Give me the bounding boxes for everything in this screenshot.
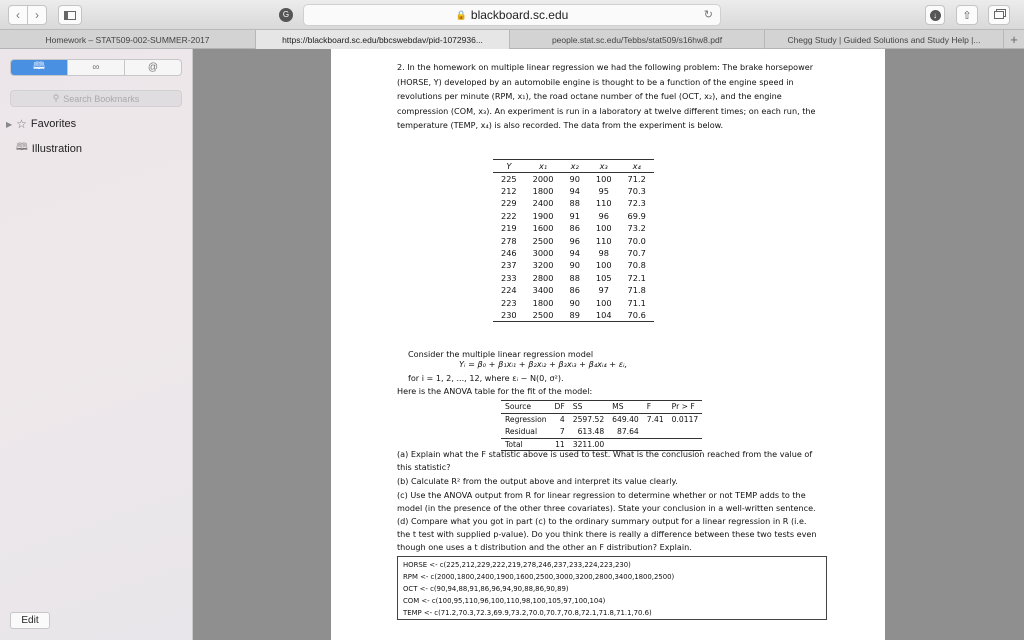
sidebar-item-label: Illustration <box>31 142 82 155</box>
anova-header-cell: Pr > F <box>668 401 703 414</box>
disclosure-triangle-icon[interactable]: ▶ <box>6 119 13 129</box>
table-cell: 96 <box>598 210 609 221</box>
table-cell: 225 <box>501 173 517 184</box>
table-cell: 70.7 <box>627 248 646 259</box>
tab-blackboard[interactable]: https://blackboard.sc.edu/bbcswebdav/pid-1072936... <box>256 30 510 49</box>
tabs-icon <box>994 11 1004 19</box>
problem-intro: 2. In the homework on multiple linear regression we had the following problem: The brake horsepower (HORSE, Y) developed by an automobile engine is thought to be a function of the engine speed in revolutions per minute (RPM, x₁), the road octane number of the fuel (OCT, x₂), and the engine compression (COM, x₃). An experiment is run in a laboratory at twelve different times; on each run, the temperature (TEMP, x₄) is also recorded. The data from the experiment is below. <box>397 62 816 130</box>
search-placeholder: Search Bookmarks <box>63 93 140 104</box>
anova-cell: 87.64 <box>617 427 639 436</box>
table-header-row <box>493 160 654 173</box>
question-c: (c) Use the ANOVA output from R for linear regression to determine whether or not TEMP adds to the model (in the presence of the other three covariates). State your conclusion in a well-written sentence. <box>397 490 816 513</box>
table-cell: 70.3 <box>627 186 646 197</box>
table-row <box>493 284 654 296</box>
table-cell: 219 <box>501 223 517 234</box>
table-cell: 100 <box>595 173 612 184</box>
table-cell: 2500 <box>525 309 562 321</box>
table-cell: 233 <box>501 272 517 283</box>
search-icon: ⚲ <box>52 93 60 103</box>
table-cell: 212 <box>501 186 517 197</box>
table-row <box>493 210 654 222</box>
anova-cell: Regression <box>505 415 547 424</box>
anova-cell: 3211.00 <box>569 438 608 451</box>
table-header-cell: x₄ <box>620 160 654 173</box>
anova-cell: 7.41 <box>646 415 664 424</box>
table-header-cell: x₂ <box>561 160 587 173</box>
anova-table <box>501 400 702 451</box>
table-row <box>493 309 654 321</box>
tab-s16hw8-pdf[interactable]: people.stat.sc.edu/Tebbs/stat509/s16hw8.pdf <box>510 30 765 49</box>
table-cell: 72.1 <box>627 272 646 283</box>
table-cell: 1800 <box>532 297 554 308</box>
table-cell: 100 <box>595 260 612 271</box>
reading-list-tab[interactable] <box>68 60 125 75</box>
lock-icon: 🔒 <box>455 9 467 20</box>
table-row <box>493 197 654 209</box>
table-cell: 1800 <box>532 186 554 197</box>
table-cell: 237 <box>501 260 517 271</box>
table-row <box>493 296 654 308</box>
address-bar[interactable] <box>303 4 721 26</box>
table-cell: 86 <box>569 223 580 234</box>
sidebar-toggle-button[interactable] <box>58 5 82 25</box>
table-cell: 3400 <box>532 285 554 296</box>
code-line: OCT <- c(90,94,88,91,86,96,94,90,88,86,90,89) <box>403 585 569 593</box>
code-line: COM <- c(100,95,110,96,100,110,98,100,105,97,100,104) <box>403 597 606 605</box>
table-cell: 110 <box>595 198 612 209</box>
table-cell: 97 <box>598 285 609 296</box>
table-cell: 105 <box>595 272 612 283</box>
table-cell: 104 <box>588 309 620 321</box>
table-cell: 70.6 <box>620 309 654 321</box>
table-cell: 89 <box>561 309 587 321</box>
back-button[interactable]: ‹ <box>8 5 28 25</box>
book-icon: 🕮 <box>16 142 28 153</box>
table-cell: 110 <box>595 235 612 246</box>
table-cell: 73.2 <box>627 223 646 234</box>
anova-cell: 613.48 <box>577 427 605 436</box>
table-cell: 94 <box>569 186 580 197</box>
table-cell: 100 <box>595 297 612 308</box>
anova-header-cell: MS <box>608 401 643 414</box>
code-line: RPM <- c(2000,1800,2400,1900,1600,2500,3000,3200,2800,3400,1800,2500) <box>403 573 675 581</box>
table-header-cell: x₃ <box>588 160 620 173</box>
download-icon: ↓ <box>930 10 941 21</box>
for-line: for i = 1, 2, ..., 12, where εᵢ ~ N(0, σ²). <box>408 373 564 383</box>
sidebar-segmented-control <box>10 59 182 76</box>
anova-cell: 7 <box>559 427 565 436</box>
ghostery-icon: G <box>279 8 293 22</box>
table-cell: 91 <box>569 210 580 221</box>
search-bookmarks-field[interactable] <box>10 90 182 107</box>
table-row <box>493 259 654 271</box>
table-cell: 1900 <box>532 210 554 221</box>
bookmarks-tab[interactable] <box>11 60 68 75</box>
table-cell: 100 <box>595 223 612 234</box>
code-line: HORSE <- c(225,212,229,222,219,278,246,237,233,224,223,230) <box>403 561 631 569</box>
table-cell: 1600 <box>532 223 554 234</box>
anova-cell: 649.40 <box>612 415 639 424</box>
table-cell: 2800 <box>532 272 554 283</box>
table-cell: 71.1 <box>627 297 646 308</box>
download-button[interactable] <box>925 5 945 25</box>
tab-bar <box>0 30 1024 49</box>
table-cell: 223 <box>501 297 517 308</box>
forward-button[interactable]: › <box>27 5 47 25</box>
table-cell: 94 <box>569 248 580 259</box>
anova-cell <box>668 426 703 439</box>
code-line: TEMP <- c(71.2,70.3,72.3,69.9,73.2,70.0,70.7,70.8,72.1,71.8,71.1,70.6) <box>403 609 652 617</box>
at-icon: @ <box>147 62 159 73</box>
table-row <box>493 173 654 185</box>
table-cell: 246 <box>501 248 517 259</box>
anova-row <box>501 413 702 426</box>
table-cell: 95 <box>598 186 609 197</box>
table-header-cell: Y <box>493 160 525 173</box>
tab-homework[interactable]: Homework – STAT509-002-SUMMER-2017 <box>0 30 256 49</box>
table-cell: 90 <box>569 260 580 271</box>
question-b: (b) Calculate R² from the output above and interpret its value clearly. <box>397 476 678 486</box>
anova-cell: 0.0117 <box>671 415 699 424</box>
consider-text: Consider the multiple linear regression model <box>408 349 594 359</box>
table-cell: 88 <box>569 272 580 283</box>
anova-header-cell: F <box>643 401 668 414</box>
tabs-overview-button[interactable] <box>988 5 1010 25</box>
pdf-page <box>331 49 885 640</box>
table-cell: 90 <box>569 173 580 184</box>
question-a: (a) Explain what the F statistic above is used to test. What is the conclusion reached from the value of this statistic? <box>397 449 813 472</box>
table-cell: 278 <box>501 235 517 246</box>
edit-button[interactable]: Edit <box>10 612 50 629</box>
ghostery-extension-button[interactable] <box>276 5 296 25</box>
table-cell: 86 <box>569 285 580 296</box>
anova-row <box>501 426 702 439</box>
table-cell: 3200 <box>532 260 554 271</box>
table-cell: 69.9 <box>627 210 646 221</box>
browser-toolbar <box>0 0 1024 30</box>
table-cell: 224 <box>501 285 517 296</box>
table-cell: 71.8 <box>627 285 646 296</box>
reload-icon[interactable]: ↻ <box>703 9 713 21</box>
anova-intro: Here is the ANOVA table for the fit of the model: <box>397 386 593 396</box>
book-icon: 🕮 <box>33 61 45 72</box>
sidebar-item-illustration[interactable] <box>16 140 82 157</box>
table-cell: 70.0 <box>627 235 646 246</box>
r-code-box <box>397 556 827 620</box>
shared-links-tab[interactable] <box>125 60 181 75</box>
table-cell: 230 <box>493 309 525 321</box>
anova-cell: Total <box>501 438 551 451</box>
sidebar-item-label: Favorites <box>30 118 77 130</box>
table-cell: 229 <box>501 198 517 209</box>
table-cell: 98 <box>598 248 609 259</box>
table-row <box>493 272 654 284</box>
model-formula: Yᵢ = β₀ + β₁xᵢ₁ + β₂xᵢ₂ + β₃xᵢ₃ + β₄xᵢ₄ + εᵢ, <box>459 359 628 369</box>
anova-cell: 4 <box>559 415 565 424</box>
new-tab-button[interactable]: + <box>1010 32 1018 47</box>
share-button[interactable] <box>956 5 978 25</box>
table-row <box>493 185 654 197</box>
table-header-cell: x₁ <box>525 160 562 173</box>
anova-header-cell: Source <box>501 401 551 414</box>
table-cell: 3000 <box>532 248 554 259</box>
table-row <box>493 222 654 234</box>
table-cell: 2400 <box>532 198 554 209</box>
tab-chegg[interactable]: Chegg Study | Guided Solutions and Study Help |... <box>765 30 1004 49</box>
anova-cell: 2597.52 <box>572 415 605 424</box>
sidebar-item-favorites[interactable] <box>6 117 76 131</box>
table-row <box>493 247 654 259</box>
table-cell: 70.8 <box>627 260 646 271</box>
bookmarks-sidebar <box>0 49 193 640</box>
data-table <box>493 159 654 322</box>
glasses-icon: ∞ <box>92 62 100 73</box>
table-cell: 90 <box>569 297 580 308</box>
table-cell: 2500 <box>532 235 554 246</box>
table-cell: 96 <box>569 235 580 246</box>
anova-header-cell: DF <box>551 401 569 414</box>
table-cell: 222 <box>501 210 517 221</box>
anova-header-row <box>501 401 702 414</box>
table-cell: 2000 <box>532 173 554 184</box>
table-cell: 71.2 <box>627 173 646 184</box>
table-row <box>493 234 654 246</box>
share-icon: ⇧ <box>962 9 972 22</box>
question-d: (d) Compare what you got in part (c) to the ordinary summary output for a linear regression in R (i.e. the t test with supplied p-value). Do you think there is really a difference between these two tests even though one uses a t distribution and the other an F distribution? Explain. <box>397 516 817 552</box>
anova-cell: 11 <box>551 438 569 451</box>
sidebar-icon <box>64 11 76 20</box>
table-cell: 72.3 <box>627 198 646 209</box>
anova-cell <box>643 426 668 439</box>
anova-cell: Residual <box>505 427 538 436</box>
address-text: blackboard.sc.edu <box>470 8 569 22</box>
anova-header-cell: SS <box>569 401 608 414</box>
star-icon: ☆ <box>16 117 27 131</box>
table-cell: 88 <box>569 198 580 209</box>
